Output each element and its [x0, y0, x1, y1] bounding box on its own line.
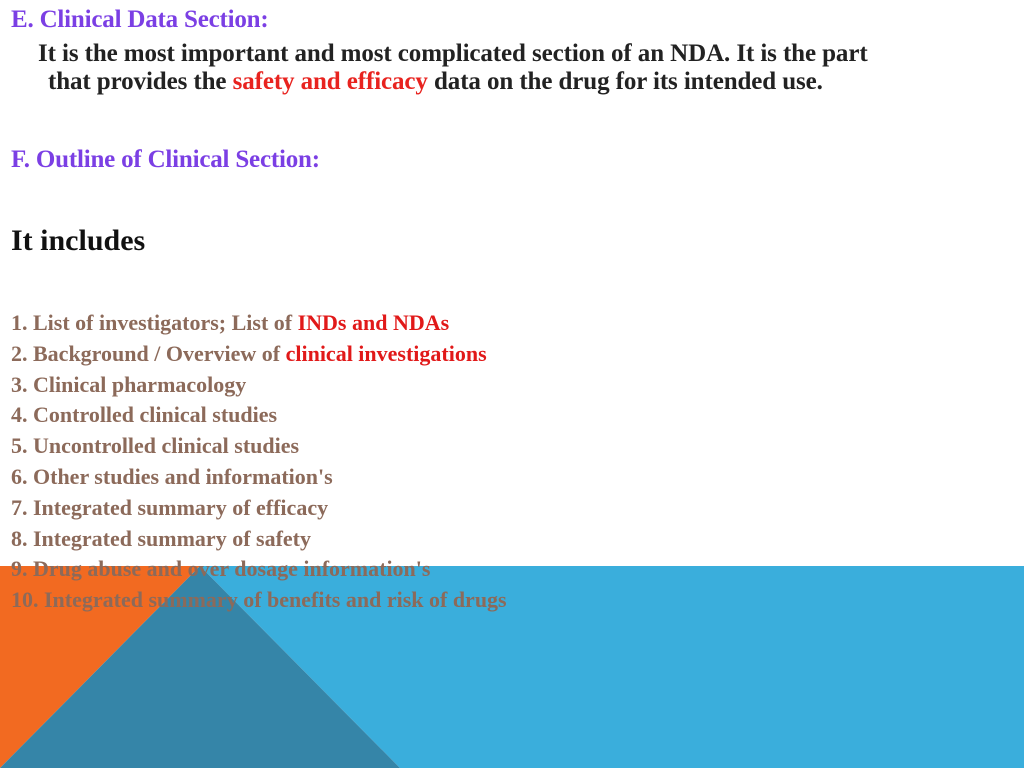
- list-item-highlight: clinical investigations: [285, 340, 487, 366]
- list-item-text: 5. Uncontrolled clinical studies: [11, 433, 300, 459]
- list-item: [11, 339, 507, 370]
- list-item: [11, 308, 507, 339]
- list-item: [11, 462, 507, 493]
- list-item: [11, 400, 507, 431]
- list-item-text: 8. Integrated summary of safety: [11, 525, 311, 551]
- list-item: [11, 585, 507, 616]
- safety-efficacy-highlight: safety and efficacy: [232, 68, 428, 95]
- list-item-text: 4. Controlled clinical studies: [11, 402, 278, 428]
- list-item-text: 10. Integrated summary of benefits and risk of drugs: [11, 587, 507, 613]
- list-item-text: 3. Clinical pharmacology: [11, 371, 247, 397]
- list-item: [11, 431, 507, 462]
- list-item-text: 6. Other studies and information's: [11, 463, 333, 489]
- list-item-text: 7. Integrated summary of efficacy: [11, 494, 329, 520]
- section-e-line-2-start: that provides the: [48, 68, 233, 95]
- list-item: [11, 370, 507, 401]
- clinical-section-list: [11, 308, 507, 616]
- intro-text: It includes: [11, 224, 146, 257]
- section-e-line-1: It is the most important and most complicated section of an NDA. It is the part: [38, 40, 868, 67]
- list-item: [11, 554, 507, 585]
- list-item-text: 2. Background / Overview of: [11, 340, 286, 366]
- section-e-line-2-end: data on the drug for its intended use.: [427, 68, 823, 95]
- list-item-text: 1. List of investigators; List of: [11, 310, 298, 335]
- list-item: [11, 524, 507, 555]
- list-item: [11, 493, 507, 524]
- list-item-highlight: INDs and NDAs: [297, 310, 450, 335]
- list-item-text: 9. Drug abuse and over dosage information's: [11, 556, 431, 582]
- section-e-line-2: [48, 68, 823, 96]
- section-f-heading: F. Outline of Clinical Section:: [11, 146, 320, 173]
- section-e-heading: E. Clinical Data Section:: [11, 6, 269, 33]
